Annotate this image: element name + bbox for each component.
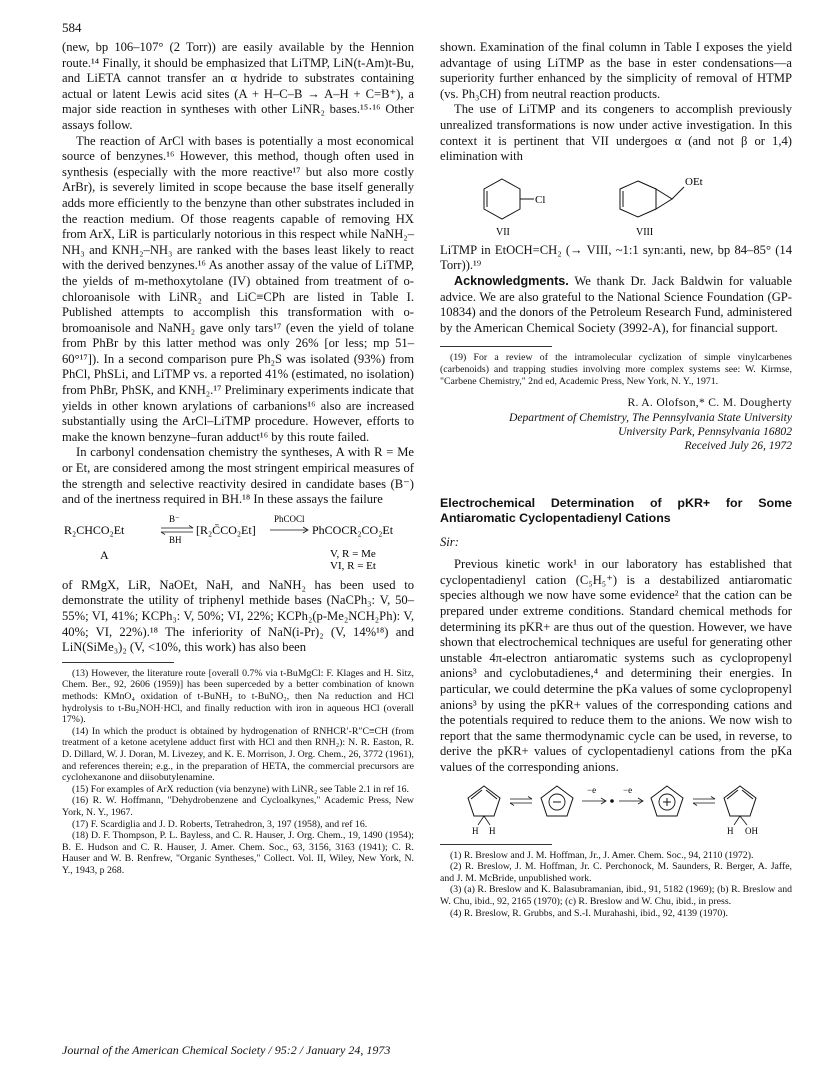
footnote: (17) F. Scardiglia and J. D. Roberts, Tetrahedron, 3, 197 (1958), and ref 16. bbox=[72, 818, 368, 830]
footnote-divider bbox=[440, 346, 552, 347]
structure-viii-substituent: OEt bbox=[685, 175, 703, 188]
cyclopentadienyl-cycle-scheme bbox=[440, 780, 792, 838]
page-number: 584 bbox=[62, 20, 82, 35]
footnote: (19) For a review of the intramolecular cyclization of simple vinylcarbenes (carbenoids) and trapping studies involving more complex systems see: W. Kirmse, "Carbene Chemistry," 2nd ed, Academic Press, New York, N. Y., 1971. bbox=[440, 352, 792, 387]
right-column bbox=[440, 40, 792, 919]
affiliation-line: Department of Chemistry, The Pennsylvania State University bbox=[508, 410, 792, 424]
structure-viii bbox=[620, 176, 703, 217]
footnote-divider bbox=[62, 662, 174, 663]
ester-condensation-scheme bbox=[62, 512, 414, 574]
footnote: (18) D. F. Thompson, P. L. Bayless, and C. R. Hauser, J. Org. Chem., 19, 1490 (1954); B. E. Hudson and C. R. Hauser, J. Amer. Chem. Soc., 63, 3156, 3163 (1941); C. R. Hauser and W. B. Renfrew, "Organic Syntheses," Collect. Vol. II, Wiley, New York, N. Y., 1943, p 268. bbox=[62, 830, 414, 876]
article-title: Electrochemical Determination of pKR+ for Some Antiaromatic Cyclopentadienyl Cations bbox=[440, 495, 792, 525]
footnote: (4) R. Breslow, R. Grubbs, and S.-I. Murahashi, ibid., 92, 4139 (1970). bbox=[450, 907, 729, 919]
journal-footer: Journal of the American Chemical Society / 95:2 / January 24, 1973 bbox=[62, 1043, 391, 1057]
footnote: (15) For examples of ArX reduction (via benzyne) with LiNR₂ see Table 2.1 in ref 16. bbox=[72, 783, 409, 795]
structure-vii-substituent: Cl bbox=[535, 193, 546, 206]
radical-dot bbox=[610, 799, 614, 803]
paragraph: LiTMP in EtOCH=CH₂ (→ VIII, ~1:1 syn:anti, new, bp 84–85° (14 Torr)).¹⁹ bbox=[440, 242, 792, 273]
structure-vii bbox=[484, 179, 545, 219]
paragraph: In carbonyl condensation chemistry the syntheses, A with R = Me or Et, are considered among the most stringent empirical measures of the strength and selective reactivity desired in candidate bases (B⁻) and of the inertness required in BH.¹⁸ In these assays the failure bbox=[62, 445, 414, 507]
footnote: (13) However, the literature route [overall 0.7% via t-BuMgCl: F. Klages and H. Sitz, Chem. Ber., 92, 2606 (1959)] has been superceded by a better combination of known methods: KMnO₄ oxidation of t-BuNH₂ to t-BuNO₂, then Na reduction and HCl hydrolysis to t-Bu₂NOH·HCl, and finally reduction with iron in aqueous HCl (overall 17%). bbox=[62, 667, 414, 726]
electron-label: −e bbox=[623, 784, 633, 795]
left-column bbox=[62, 40, 414, 876]
salutation: Sir: bbox=[440, 534, 459, 549]
cyclopentadienyl-anion bbox=[541, 786, 573, 816]
electron-label: −e bbox=[587, 784, 597, 795]
cyclopentadienol-structure bbox=[724, 786, 758, 836]
label-viii: VIII bbox=[636, 226, 654, 238]
received-date: Received July 26, 1972 bbox=[684, 438, 792, 452]
oxidation-arrow bbox=[619, 785, 643, 804]
oxidation-arrow bbox=[582, 785, 606, 804]
authors: R. A. Olofson,* C. M. Dougherty bbox=[627, 396, 792, 410]
cyclopentadiene-structure bbox=[468, 786, 500, 836]
footnote: (3) (a) R. Breslow and K. Balasubramanian, ibid., 91, 5182 (1969); (b) R. Breslow and W. Chu, ibid., 92, 2165 (1970); (c) R. Breslow and W. Chu, ibid., in press. bbox=[440, 884, 792, 907]
cyclopentadienyl-cation bbox=[651, 786, 683, 816]
paragraph: The reaction of ArCl with bases is potentially a most economical source of benzynes.¹⁶ However, this method, though often used in synthesis (especially with the more reactive¹⁷ but also more costly ArBr), is severely limited in scope because the base itself generally adds more efficiently to the benzyne than other substrates included in the reaction medium. Of those reagents capable of removing HX from ArX, LiR is particularly notorious in this respect while NaNH₂–NH₃ and KNH₂–NH₃ are ranked with the bases least likely to react with the derived benzynes.¹⁶ As another assay of the value of LiTMP, the yields of m-methoxytolane (IV) obtained from treatment of o-chloroanisole with LiNR₂ and LiC≡CPh are listed in Table I. Published attempts to accomplish this transformation with o-bromoanisole and NaNH₂ gave only tars¹⁷ (even the yield of tolane from PhBr by this latter method was only 26% [or less; mp 51–60°¹⁷]). In a second comparison pure Ph₂S was isolated (93%) from PhCl, PhSLi, and LiTMP vs. a reported 41% (estimated, no isolation) from PhBr, PhSK, and KNH₂.¹⁷ Preliminary experiments indicate that yields in other known arylations of carbanions¹⁶ also are increased substantially using the ArCl–LiTMP procedure. However, efforts to make the known benzyne–furan adduct¹⁶ by this route failed. bbox=[62, 133, 414, 444]
h-label: H bbox=[472, 825, 479, 836]
scheme-label-vi: VI, R = Et bbox=[330, 559, 376, 572]
paragraph: (new, bp 106–107° (2 Torr)) are easily available by the Hennion route.¹⁴ Finally, it should be emphasized that LiTMP, LiN(t-Am)t-Bu, and LiETA cannot transfer an α hydride to substrates containing actual or latent Lewis acid sites (A + H–C–B → A–H + C=B⁺), a major side reaction in syntheses with other LiNR₂ bases.¹⁵·¹⁶ Other assays follow. bbox=[62, 40, 414, 132]
ack-heading: Acknowledgments. bbox=[454, 273, 569, 288]
scheme-product: PhCOCR₂CO₂Et bbox=[312, 522, 394, 537]
scheme-reactant: R₂CHCO₂Et bbox=[64, 522, 125, 537]
scheme-intermediate: [R₂C̄CO₂Et] bbox=[196, 522, 256, 537]
paragraph: of RMgX, LiR, NaOEt, NaH, and NaNH₂ has been used to demonstrate the utility of triphenyl methide bases (NaCPh₃: V, 50–55%; VI, 41%; KCPh₃: V, 50%; VI, 22%; KCPh₂(p-Me₂NCH₂Ph): V, 40%; VI, 22%).¹⁸ The inferiority of NaN(i-Pr)₂ (V, 14%¹⁸) and LiN(SiMe₃)₂ (V, <10%, this work) has also been bbox=[62, 577, 414, 655]
scheme-label-v: V, R = Me bbox=[330, 547, 376, 560]
paragraph: Previous kinetic work¹ in our laboratory has established that cyclopentadienyl cation (C₅H₅⁺) is a destabilized antiaromatic species although we now have some evidence² that the cation can be prepared under extreme conditions. Standard chemical methods for determining its pKR+ are thus out of the question. However, we have shown that electrochemical techniques are useful for generating other unstable 4π-electron antiaromatic systems such as cyclopropenyl anions³ and cyclobutadienes,⁴ and determining their energies. In particular, we could determine the pKa values of some cyclopropenyl anions³ by using the pKR+ values of the corresponding cations and the potentials required to reduce them to the anions. We now wish to report that the same thermodynamic cycle can be used, in reverse, to derive the pKR+ values of cyclopentadienyl cations from the pKa values of the corresponding anions. bbox=[440, 557, 792, 774]
label-vii: VII bbox=[496, 226, 510, 238]
structures-vii-viii bbox=[440, 169, 792, 239]
scheme-label-a: A bbox=[100, 547, 109, 562]
footnote-divider bbox=[440, 844, 552, 845]
oh-label: OH bbox=[745, 825, 758, 836]
ack-text: We thank Dr. Jack Baldwin for valuable advice. We are also grateful to the National Science Foundation (GP-10834) and the donors of the Petroleum Research Fund, administered by the American Chemical Society (3992-A), for financial support. bbox=[440, 273, 792, 335]
scheme-arrow2-top: PhCOCl bbox=[274, 513, 305, 524]
scheme-arrow-top: B⁻ bbox=[169, 513, 180, 524]
paragraph: shown. Examination of the final column in Table I exposes the yield advantage of using LiTMP as the base in ester condensations—a superiority further enhanced by the simplicity of removal of HTMP (vs. Ph₃CH) from neutral reaction products. bbox=[440, 40, 792, 101]
footnote: (16) R. W. Hoffmann, "Dehydrobenzene and Cycloalkynes," Academic Press, New York, N. Y., 1967. bbox=[62, 795, 414, 818]
scheme-arrow-bottom: BH bbox=[169, 534, 182, 545]
equilibrium-arrow bbox=[510, 796, 532, 805]
paragraph: The use of LiTMP and its congeners to accomplish previously unrealized transformations is now under active investigation. In this context it is pertinent that VII undergoes α (and not β or 1,4) elimination with bbox=[440, 102, 792, 164]
equilibrium-arrow bbox=[693, 796, 715, 805]
h-label: H bbox=[489, 825, 496, 836]
affiliation-line: University Park, Pennsylvania 16802 bbox=[618, 424, 792, 438]
footnote: (14) In which the product is obtained by hydrogenation of RNHCR′-R″C≡CH (from treatment of a ketone acetylene adduct first with HCl and then RNH₂): N. R. Easton, R. D. Dillard, W. J. Doran, M. Livezey, and K. E. Morrison, J. Org. Chem., 26, 3772 (1961), and references therein; e.g., in the preparation of HETA, the commercial precursors are cyclohexanone and diisobutylenamine. bbox=[62, 725, 414, 784]
footnote: (2) R. Breslow, J. M. Hoffman, Jr. C. Perchonock, M. Saunders, R. Berger, A. Jaffe, and J. M. McBride, unpublished work. bbox=[440, 861, 792, 884]
acknowledgments bbox=[440, 274, 792, 336]
footnote: (1) R. Breslow and J. M. Hoffman, Jr., J. Amer. Chem. Soc., 94, 2110 (1972). bbox=[450, 849, 754, 861]
h-label: H bbox=[727, 825, 734, 836]
